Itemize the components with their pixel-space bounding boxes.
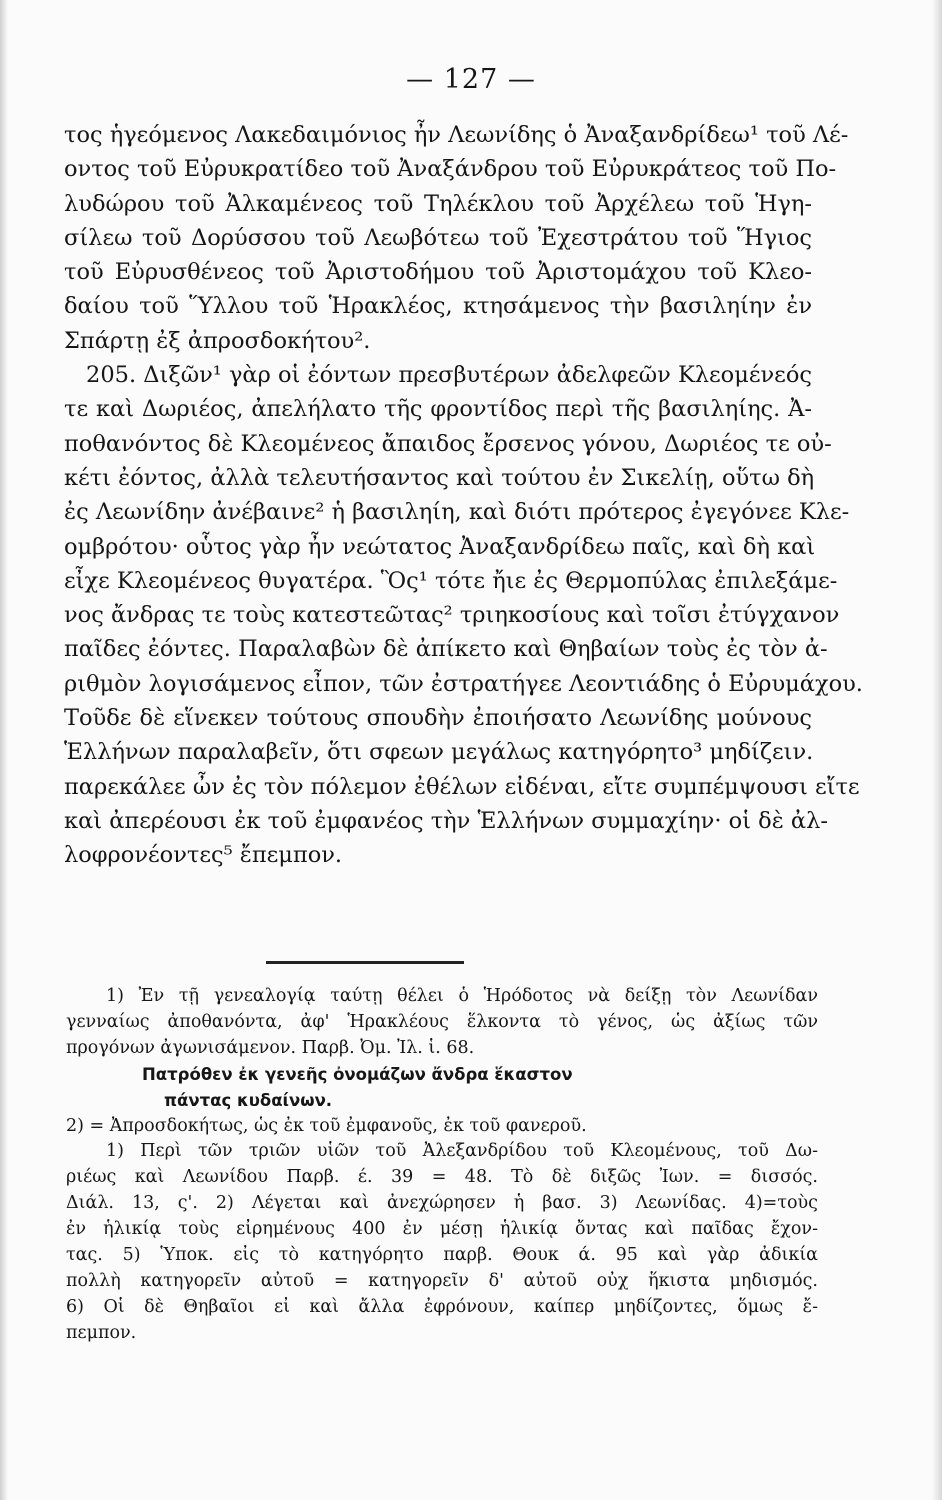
text-line: τος ἡγεόμενος Λακεδαιμόνιος ἦν Λεωνίδης ὁ Ἀναξανδρίδεω¹ τοῦ Λέ- bbox=[64, 122, 849, 148]
footnote-line: 6) Οἱ δὲ Θηβαῖοι εἰ καὶ ἄλλα ἐφρόνουν, καίπερ μηδίζοντες, ὅμως ἔ- bbox=[66, 1296, 818, 1317]
page-fold-shadow bbox=[0, 0, 8, 1500]
footnote-quote-line: πάντας κυδαίνων. bbox=[164, 1090, 333, 1110]
text-line: ριθμὸν λογισάμενος εἶπον, τῶν ἐστρατήγεε Λεοντιάδης ὁ Εὐρυμάχου. bbox=[64, 670, 863, 697]
text-line: οντος τοῦ Εὐρυκρατίδεο τοῦ Ἀναξάνδρου τοῦ Εὐρυκράτεος τοῦ Πο- bbox=[64, 156, 837, 183]
text-line: καὶ ἀπερέουσι ἐκ τοῦ ἐμφανέος τὴν Ἑλλήνων συμμαχίην· οἱ δὲ ἀλ- bbox=[64, 807, 828, 834]
text-line: Ἑλλήνων παραλαβεῖν, ὅτι σφεων μεγάλως κατηγόρητο³ μηδίζειν. bbox=[64, 739, 814, 766]
text-line: ἐς Λεωνίδην ἀνέβαινε² ἡ βασιληίη, καὶ διότι πρότερος ἐγεγόνεε Κλε- bbox=[64, 499, 850, 526]
text-line: παρεκάλεε ὦν ἐς τὸν πόλεμον ἐθέλων εἰδέναι, εἴτε συμπέμψουσι εἴτε bbox=[64, 773, 860, 800]
text-line: Τοῦδε δὲ εἵνεκεν τούτους σπουδὴν ἐποιήσατο Λεωνίδης μούνους bbox=[64, 705, 812, 732]
footnotes bbox=[66, 984, 818, 1347]
text-line: ομβρότου· οὗτος γὰρ ἦν νεώτατος Ἀναξανδρίδεω παῖς, καὶ δὴ καὶ bbox=[64, 533, 816, 560]
text-line: σίλεω τοῦ Δορύσσου τοῦ Λεωβότεω τοῦ Ἐχεστράτου τοῦ Ἥγιος bbox=[64, 224, 812, 251]
page-number: — 127 — bbox=[406, 64, 536, 95]
footnote-line: ριέως καὶ Λεωνίδου Παρβ. έ. 39 = 48. Τὸ δὲ διξῶς Ἰων. = δισσός. bbox=[66, 1167, 818, 1188]
footnote-line: τας. 5) Ὑποκ. εἰς τὸ κατηγόρητο παρβ. Θουκ ά. 95 καὶ γὰρ ἀδικία bbox=[66, 1245, 818, 1266]
footnote-line: 2) = Ἀπροσδοκήτως, ὡς ἐκ τοῦ ἐμφανοῦς, ἐκ τοῦ φανεροῦ. bbox=[66, 1115, 587, 1136]
footnote-line: πολλὴ κατηγορεῖν αὐτοῦ = κατηγορεῖν δ' αὐτοῦ οὐχ ἥκιστα μηδισμός. bbox=[66, 1270, 818, 1291]
page-edge-shadow bbox=[932, 0, 942, 1500]
footnote-line: πεμπον. bbox=[66, 1322, 137, 1343]
footnote-line: 1) Ἐν τῇ γενεαλογίᾳ ταύτῃ θέλει ὁ Ἡρόδοτος νὰ δείξῃ τὸν Λεωνίδαν bbox=[106, 986, 818, 1006]
text-line: νος ἄνδρας τε τοὺς κατεστεῶτας² τριηκοσίους καὶ τοῖσι ἐτύγχανον bbox=[64, 602, 840, 629]
text-line: λυδώρου τοῦ Ἀλκαμένεος τοῦ Τηλέκλου τοῦ Ἀρχέλεω τοῦ Ἡγη- bbox=[64, 190, 812, 217]
footnote-line: γενναίως ἀποθανόντα, ἀφ' Ἡρακλέους ἕλκοντα τὸ γένος, ὡς ἀξίως τῶν bbox=[66, 1011, 818, 1032]
footnote-line: ἐν ἡλικίᾳ τοὺς εἰρημένους 400 ἐν μέσῃ ἡλικίᾳ ὄντας καὶ παῖδας ἔχον- bbox=[66, 1219, 818, 1240]
text-line: κέτι ἐόντος, ἀλλὰ τελευτήσαντος καὶ τούτου ἐν Σικελίῃ, οὕτω δὴ bbox=[64, 464, 815, 491]
text-line: εἶχε Κλεομένεος θυγατέρα. Ὃς¹ τότε ἤιε ἐς Θερμοπύλας ἐπιλεξάμε- bbox=[64, 567, 838, 594]
footnote-divider bbox=[266, 961, 464, 964]
text-line: λοφρονέοντες⁵ ἔπεμπον. bbox=[64, 842, 343, 869]
text-line: παῖδες ἐόντες. Παραλαβὼν δὲ ἀπίκετο καὶ Θηβαίων τοὺς ἐς τὸν ἀ- bbox=[64, 636, 828, 663]
main-text bbox=[64, 118, 863, 873]
text-line: 205. Διξῶν¹ γὰρ οἱ ἐόντων πρεσβυτέρων ἀδελφεῶν Κλεομένεός bbox=[86, 362, 812, 389]
footnote-line: προγόνων ἀγωνισάμενον. Παρβ. Ὀμ. Ἰλ. ἱ. 68. bbox=[66, 1037, 475, 1058]
footnote-line: Διάλ. 13, ς'. 2) Λέγεται καὶ ἀνεχώρησεν ἡ βασ. 3) Λεωνίδας. 4)=τοὺς bbox=[66, 1193, 818, 1214]
footnote-quote-line: Πατρόθεν ἐκ γενεῆς ὀνομάζων ἄνδρα ἕκαστον bbox=[142, 1064, 573, 1084]
text-line: δαίου τοῦ Ὕλλου τοῦ Ἡρακλέος, κτησάμενος τὴν βασιληίην ἐν bbox=[64, 293, 812, 320]
footnote-line: 1) Περὶ τῶν τριῶν υἱῶν τοῦ Ἀλεξανδρίδου τοῦ Κλεομένους, τοῦ Δω- bbox=[106, 1141, 818, 1162]
text-line: ποθανόντος δὲ Κλεομένεος ἄπαιδος ἔρσενος γόνου, Δωριέος τε οὐ- bbox=[64, 430, 832, 457]
text-line: τε καὶ Δωριέος, ἀπελήλατο τῆς φροντίδος περὶ τῆς βασιληίης. Ἀ- bbox=[64, 396, 812, 423]
text-line: Σπάρτῃ ἐξ ἀπροσδοκήτου². bbox=[64, 327, 371, 354]
text-line: τοῦ Εὐρυσθένεος τοῦ Ἀριστοδήμου τοῦ Ἀριστομάχου τοῦ Κλεο- bbox=[64, 259, 812, 286]
